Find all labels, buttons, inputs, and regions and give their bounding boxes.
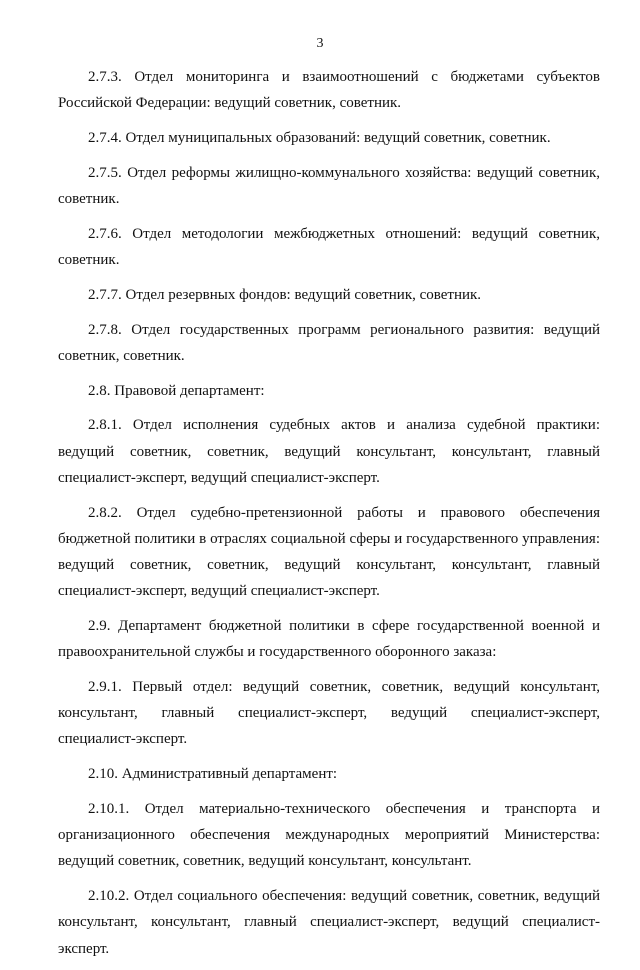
document-body (58, 64, 600, 970)
paragraph-2-10-2: 2.10.2. Отдел социального обеспечения: ведущий советник, советник, ведущий консультант, консультант, главный специалист-эксперт, ведущий специалист-эксперт. (58, 888, 600, 957)
paragraph-2-8: 2.8. Правовой департамент: (88, 382, 265, 399)
paragraph-2-10: 2.10. Административный департамент: (88, 766, 338, 783)
paragraph-2-8-2: 2.8.2. Отдел судебно-претензионной работы и правового обеспечения бюджетной политики в отраслях социальной сферы и государственного управления: ведущий советник, советник, ведущий консультант, консультант, главный специалист-эксперт, ведущий специалист-эксперт. (58, 504, 600, 600)
paragraph-2-9-1: 2.9.1. Первый отдел: ведущий советник, советник, ведущий консультант, консультант, главный специалист-эксперт, ведущий специалист-эксперт, специалист-эксперт. (58, 679, 600, 748)
paragraph-2-7-7: 2.7.7. Отдел резервных фондов: ведущий советник, советник. (88, 286, 482, 303)
paragraph-2-9: 2.9. Департамент бюджетной политики в сфере государственной военной и правоохранительной службы и государственного оборонного заказа: (58, 618, 600, 661)
paragraph-2-7-6: 2.7.6. Отдел методологии межбюджетных отношений: ведущий советник, советник. (58, 225, 600, 268)
paragraph-2-7-3: 2.7.3. Отдел мониторинга и взаимоотношений с бюджетами субъектов Российской Федерации: ведущий советник, советник. (58, 69, 600, 112)
paragraph-2-10-1: 2.10.1. Отдел материально-технического обеспечения и транспорта и организационного обеспечения международных мероприятий Министерства: ведущий советник, советник, ведущий консультант, консультант. (58, 801, 600, 870)
page-number: 3 (316, 36, 324, 51)
paragraph-2-7-5: 2.7.5. Отдел реформы жилищно-коммунального хозяйства: ведущий советник, советник. (58, 164, 600, 207)
paragraph-2-8-1: 2.8.1. Отдел исполнения судебных актов и анализа судебной практики: ведущий советник, советник, ведущий консультант, консультант, главный специалист-эксперт, ведущий специалист-эксперт. (58, 417, 600, 486)
paragraph-2-7-8: 2.7.8. Отдел государственных программ регионального развития: ведущий советник, советник. (58, 321, 600, 364)
paragraph-2-7-4: 2.7.4. Отдел муниципальных образований: ведущий советник, советник. (88, 130, 551, 146)
